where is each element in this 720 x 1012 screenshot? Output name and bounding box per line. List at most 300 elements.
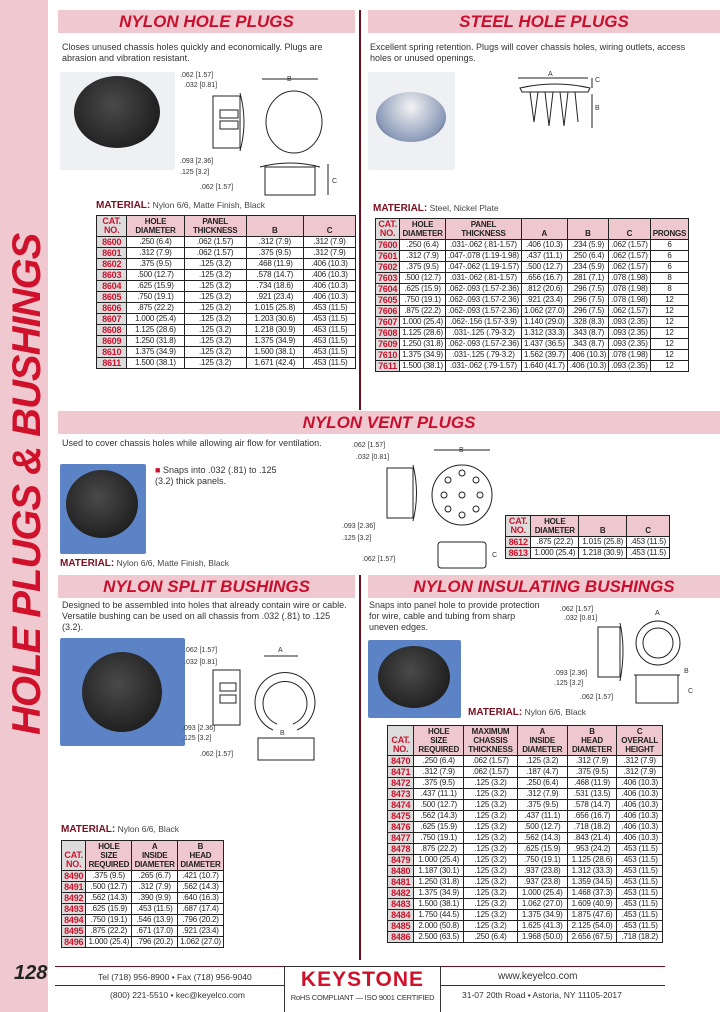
table-cell: .125 (3.2): [464, 822, 518, 833]
table-cell: .234 (5.9): [567, 240, 609, 251]
catalog-number: 8608: [97, 325, 127, 336]
column-header: CAT. NO.: [97, 216, 127, 237]
table-cell: .453 (11.5): [303, 336, 355, 347]
table-cell: .375 (9.5): [567, 767, 617, 778]
table-cell: .062 (1.57): [184, 248, 246, 259]
table-cell: 1.375 (34.9): [400, 350, 446, 361]
table-cell: .125 (3.2): [184, 336, 246, 347]
table-cell: 1.000 (25.4): [400, 317, 446, 328]
column-header: A INSIDE DIAMETER: [517, 726, 567, 756]
table-row: [388, 910, 663, 921]
table-row: [376, 306, 689, 317]
dim-label: .093 [2.36]: [182, 725, 216, 732]
table-row: [388, 844, 663, 855]
column-header: PRONGS: [650, 219, 688, 240]
table-row: [506, 537, 670, 548]
table-cell: .328 (8.3): [567, 317, 609, 328]
table-row: [97, 292, 356, 303]
table-cell: .125 (3.2): [464, 800, 518, 811]
catalog-number: 8610: [97, 347, 127, 358]
vent-plug-diagram: [342, 435, 502, 570]
table-row: [388, 855, 663, 866]
table-cell: .562 (14.3): [177, 882, 223, 893]
table-cell: 12: [650, 295, 688, 306]
catalog-number: 7605: [376, 295, 400, 306]
catalog-number: 8601: [97, 248, 127, 259]
table-cell: .750 (19.1): [414, 833, 464, 844]
insulating-bushings-table: [387, 725, 663, 943]
column-header: B: [567, 219, 609, 240]
table-cell: .750 (19.1): [517, 855, 567, 866]
material-label: MATERIAL:: [468, 707, 523, 718]
dim-label: .093 [2.36]: [180, 158, 214, 165]
catalog-number: 8481: [388, 877, 414, 888]
table-cell: .437 (11.1): [414, 789, 464, 800]
section-title-nylon-vent-plugs: NYLON VENT PLUGS: [58, 411, 720, 434]
steel-plugs-description: Excellent spring retention. Plugs will cover chassis holes, wiring outlets, access holes or unused openings.: [370, 42, 686, 63]
table-cell: 1.125 (28.6): [567, 855, 617, 866]
footer-website[interactable]: www.keyelco.com: [498, 971, 578, 982]
catalog-number: 7608: [376, 328, 400, 339]
table-cell: .453 (11.5): [627, 537, 670, 548]
table-cell: .578 (14.7): [246, 270, 303, 281]
table-cell: .031-.062 (.79-1.57): [445, 361, 521, 372]
table-cell: .125 (3.2): [464, 866, 518, 877]
table-cell: .953 (24.2): [567, 844, 617, 855]
catalog-number: 8605: [97, 292, 127, 303]
table-cell: .453 (11.5): [132, 904, 177, 915]
table-cell: 1.375 (34.9): [517, 910, 567, 921]
table-cell: .625 (15.9): [127, 281, 184, 292]
table-row: [97, 336, 356, 347]
table-cell: .250 (6.4): [464, 932, 518, 943]
table-cell: .187 (4.7): [517, 767, 567, 778]
table-cell: .875 (22.2): [400, 306, 446, 317]
table-cell: .453 (11.5): [303, 325, 355, 336]
table-cell: .062 (1.57): [609, 251, 651, 262]
table-cell: 1.062 (27.0): [521, 306, 567, 317]
table-cell: 6: [650, 262, 688, 273]
table-cell: 1.968 (50.0): [517, 932, 567, 943]
table-cell: 1.468 (37.3): [567, 888, 617, 899]
table-cell: .062 (1.57): [184, 237, 246, 248]
table-row: [506, 548, 670, 559]
table-cell: .406 (10.3): [617, 800, 663, 811]
table-cell: .312 (7.9): [617, 767, 663, 778]
table-cell: .468 (11.9): [246, 259, 303, 270]
table-cell: 1.125 (28.6): [127, 325, 184, 336]
split-bushings-material: [61, 824, 179, 835]
table-cell: .312 (7.9): [127, 248, 184, 259]
table-cell: .625 (15.9): [517, 844, 567, 855]
table-cell: .078 (1.98): [609, 284, 651, 295]
table-header-row: [376, 219, 689, 240]
table-cell: 1.500 (38.1): [127, 358, 184, 369]
table-cell: .656 (16.7): [567, 811, 617, 822]
table-cell: 1.000 (25.4): [517, 888, 567, 899]
table-row: [62, 926, 224, 937]
insulating-bushing-diagram: [550, 595, 720, 705]
catalog-number: 8472: [388, 778, 414, 789]
catalog-number: 8479: [388, 855, 414, 866]
table-cell: .281 (7.1): [567, 273, 609, 284]
table-cell: .750 (19.1): [127, 292, 184, 303]
table-cell: .125 (3.2): [464, 899, 518, 910]
catalog-number: 8494: [62, 915, 86, 926]
brand-name: KEYSTONE: [300, 968, 425, 991]
material-label: MATERIAL:: [96, 200, 151, 211]
catalog-number: 8613: [506, 548, 531, 559]
table-row: [97, 248, 356, 259]
table-row: [388, 866, 663, 877]
table-cell: .093 (2.35): [609, 317, 651, 328]
table-row: [388, 833, 663, 844]
bullet-icon: ■: [155, 465, 161, 475]
table-cell: .375 (9.5): [400, 262, 446, 273]
table-cell: .875 (22.2): [531, 537, 579, 548]
dim-label: .093 [2.36]: [554, 670, 588, 677]
table-cell: 1.375 (34.9): [127, 347, 184, 358]
table-cell: .062-.093 (1.57-2.36): [445, 284, 521, 295]
dim-label: .062 [1.57]: [580, 694, 614, 701]
table-header-row: [62, 841, 224, 871]
table-cell: .796 (20.2): [177, 915, 223, 926]
column-header: CAT. NO.: [376, 219, 400, 240]
table-row: [97, 270, 356, 281]
catalog-number: 8470: [388, 756, 414, 767]
table-row: [97, 314, 356, 325]
table-cell: .671 (17.0): [132, 926, 177, 937]
table-cell: .375 (9.5): [517, 800, 567, 811]
dim-label: A: [655, 610, 660, 617]
table-cell: .453 (11.5): [627, 548, 670, 559]
column-divider: [359, 575, 361, 960]
table-cell: .562 (14.3): [517, 833, 567, 844]
table-row: [62, 871, 224, 882]
table-cell: 1.312 (33.3): [567, 866, 617, 877]
table-cell: .406 (10.3): [521, 240, 567, 251]
table-cell: .625 (15.9): [400, 284, 446, 295]
table-cell: .250 (6.4): [414, 756, 464, 767]
table-cell: .125 (3.2): [464, 811, 518, 822]
dim-label: B: [684, 668, 689, 675]
catalog-number: 8475: [388, 811, 414, 822]
table-cell: .375 (9.5): [86, 871, 132, 882]
column-header: HOLE DIAMETER: [531, 516, 579, 537]
material-value: Nylon 6/6, Black: [524, 707, 587, 717]
table-row: [388, 789, 663, 800]
split-bushings-description: Designed to be assembled into holes that already contain wire or cable. Versatile bushing can be used on all chassis from .032 (.81) to .125 (3.2).: [62, 600, 347, 632]
material-label: MATERIAL:: [60, 558, 115, 569]
table-cell: .312 (7.9): [303, 248, 355, 259]
column-header: B HEAD DIAMETER: [567, 726, 617, 756]
catalog-number: 8611: [97, 358, 127, 369]
dim-label: C: [492, 552, 498, 559]
table-cell: 1.000 (25.4): [86, 937, 132, 948]
certifications: RoHS COMPLIANT — ISO 9001 CERTIFIED: [290, 993, 435, 1002]
material-value: Nylon 6/6, Black: [117, 824, 180, 834]
material-label: MATERIAL:: [61, 824, 116, 835]
table-cell: .125 (3.2): [464, 888, 518, 899]
table-cell: .406 (10.3): [303, 259, 355, 270]
table-cell: .406 (10.3): [617, 778, 663, 789]
catalog-number: 8607: [97, 314, 127, 325]
catalog-number: 7602: [376, 262, 400, 273]
catalog-number: 7611: [376, 361, 400, 372]
table-cell: .453 (11.5): [617, 899, 663, 910]
table-cell: .125 (3.2): [464, 833, 518, 844]
page-number: 128: [14, 962, 48, 984]
catalog-number: 8604: [97, 281, 127, 292]
table-cell: .453 (11.5): [617, 877, 663, 888]
table-row: [376, 273, 689, 284]
table-cell: .125 (3.2): [184, 292, 246, 303]
table-cell: .500 (12.7): [517, 822, 567, 833]
table-cell: 1.875 (47.6): [567, 910, 617, 921]
vent-plugs-material: [60, 558, 229, 569]
dim-label: B: [459, 447, 464, 454]
table-row: [376, 317, 689, 328]
column-header: C: [627, 516, 670, 537]
bullet-text: Snaps into .032 (.81) to .125 (3.2) thick panels.: [155, 465, 277, 486]
insulating-bushings-material: [468, 707, 586, 718]
table-cell: .718 (18.2): [617, 932, 663, 943]
table-cell: .546 (13.9): [132, 915, 177, 926]
table-cell: .125 (3.2): [464, 789, 518, 800]
material-value: Nylon 6/6, Matte Finish, Black: [152, 200, 266, 210]
table-cell: .250 (6.4): [567, 251, 609, 262]
catalog-number: 8602: [97, 259, 127, 270]
dim-label: A: [548, 71, 553, 78]
section-title-nylon-split-bushings: NYLON SPLIT BUSHINGS: [58, 575, 355, 598]
table-row: [376, 339, 689, 350]
table-cell: .125 (3.2): [184, 281, 246, 292]
table-cell: 1.375 (34.9): [414, 888, 464, 899]
table-cell: 1.140 (29.0): [521, 317, 567, 328]
table-cell: .875 (22.2): [414, 844, 464, 855]
table-cell: 12: [650, 350, 688, 361]
table-cell: .125 (3.2): [464, 921, 518, 932]
catalog-number: 8493: [62, 904, 86, 915]
table-cell: .078 (1.98): [609, 350, 651, 361]
catalog-number: 8474: [388, 800, 414, 811]
insulating-bushing-photo: [368, 640, 461, 718]
table-header-row: [388, 726, 663, 756]
split-bushing-diagram: [180, 638, 360, 763]
table-cell: .500 (12.7): [86, 882, 132, 893]
table-cell: .312 (7.9): [400, 251, 446, 262]
table-row: [376, 350, 689, 361]
dim-label: .062 [1.57]: [180, 72, 214, 79]
table-row: [376, 295, 689, 306]
table-cell: .031-.062 (.81-1.57): [445, 240, 521, 251]
table-cell: .062-.093 (1.57-2.36): [445, 306, 521, 317]
table-cell: .406 (10.3): [617, 833, 663, 844]
table-cell: .937 (23.8): [517, 877, 567, 888]
table-cell: .406 (10.3): [617, 822, 663, 833]
table-cell: 12: [650, 361, 688, 372]
table-row: [388, 800, 663, 811]
steel-plug-photo: [368, 72, 455, 170]
table-cell: .375 (9.5): [127, 259, 184, 270]
table-cell: .125 (3.2): [464, 855, 518, 866]
catalog-number: 7600: [376, 240, 400, 251]
table-cell: .250 (6.4): [517, 778, 567, 789]
steel-plug-diagram: [500, 68, 620, 138]
catalog-number: 8484: [388, 910, 414, 921]
catalog-number: 8478: [388, 844, 414, 855]
table-cell: 1.359 (34.5): [567, 877, 617, 888]
nylon-plugs-material: [96, 200, 265, 211]
catalog-number: 8612: [506, 537, 531, 548]
table-cell: .750 (19.1): [86, 915, 132, 926]
table-cell: .312 (7.9): [617, 756, 663, 767]
catalog-number: 8485: [388, 921, 414, 932]
table-cell: 1.000 (25.4): [127, 314, 184, 325]
table-cell: 1.062 (27.0): [177, 937, 223, 948]
table-cell: .921 (23.4): [177, 926, 223, 937]
table-cell: .343 (8.7): [567, 328, 609, 339]
table-cell: .062 (1.57): [609, 306, 651, 317]
table-cell: .718 (18.2): [567, 822, 617, 833]
column-header: PANEL THICKNESS: [184, 216, 246, 237]
dim-label: .125 [3.2]: [182, 735, 212, 742]
table-cell: 1.000 (25.4): [531, 548, 579, 559]
catalog-number: 8609: [97, 336, 127, 347]
table-cell: .531 (13.5): [567, 789, 617, 800]
section-title-nylon-insulating-bushings: NYLON INSULATING BUSHINGS: [368, 575, 720, 598]
table-cell: .453 (11.5): [617, 844, 663, 855]
table-cell: .312 (7.9): [132, 882, 177, 893]
table-cell: .390 (9.9): [132, 893, 177, 904]
table-cell: .125 (3.2): [184, 325, 246, 336]
material-value: Nylon 6/6, Matte Finish, Black: [116, 558, 230, 568]
table-cell: .078 (1.98): [609, 295, 651, 306]
material-value: Steel, Nickel Plate: [429, 203, 499, 213]
vent-plug-photo: [60, 464, 146, 554]
table-cell: .562 (14.3): [414, 811, 464, 822]
table-row: [62, 915, 224, 926]
table-row: [388, 921, 663, 932]
catalog-number: 7609: [376, 339, 400, 350]
table-cell: .812 (20.6): [521, 284, 567, 295]
footer-phone-fax: Tel (718) 956-8900 • Fax (718) 956-9040: [98, 972, 252, 982]
vent-plugs-bullet: [155, 465, 280, 487]
column-header: CAT. NO.: [62, 841, 86, 871]
section-title-nylon-hole-plugs: NYLON HOLE PLUGS: [58, 10, 355, 33]
table-cell: .406 (10.3): [617, 811, 663, 822]
table-cell: .062 (1.57): [609, 240, 651, 251]
steel-plugs-material: [373, 203, 499, 214]
table-cell: 2.656 (67.5): [567, 932, 617, 943]
table-cell: .843 (21.4): [567, 833, 617, 844]
table-cell: 1.640 (41.7): [521, 361, 567, 372]
dim-label: C: [688, 688, 694, 695]
column-header: A: [521, 219, 567, 240]
column-header: C: [609, 219, 651, 240]
column-header: PANEL THICKNESS: [445, 219, 521, 240]
table-cell: .406 (10.3): [303, 292, 355, 303]
catalog-number: 7610: [376, 350, 400, 361]
table-cell: .296 (7.5): [567, 284, 609, 295]
column-header: B: [579, 516, 627, 537]
table-cell: 1.562 (39.7): [521, 350, 567, 361]
column-header: C OVERALL HEIGHT: [617, 726, 663, 756]
table-cell: 1.312 (33.3): [521, 328, 567, 339]
table-cell: .062 (1.57): [609, 262, 651, 273]
table-cell: .343 (8.7): [567, 339, 609, 350]
table-row: [62, 893, 224, 904]
catalog-number: 8600: [97, 237, 127, 248]
table-row: [388, 888, 663, 899]
table-cell: .062-.093 (1.57-2.36): [445, 295, 521, 306]
table-cell: 1.062 (27.0): [517, 899, 567, 910]
table-cell: 2.125 (54.0): [567, 921, 617, 932]
column-header: HOLE SIZE REQUIRED: [86, 841, 132, 871]
catalog-number: 7606: [376, 306, 400, 317]
table-cell: .453 (11.5): [617, 866, 663, 877]
nylon-hole-plugs-table: [96, 215, 356, 369]
table-cell: 1.625 (41.3): [517, 921, 567, 932]
table-row: [97, 281, 356, 292]
table-cell: .047-.078 (1.19-1.98): [445, 251, 521, 262]
dim-label: .032 [0.81]: [184, 82, 218, 89]
table-cell: .437 (11.1): [521, 251, 567, 262]
column-header: HOLE SIZE REQUIRED: [414, 726, 464, 756]
table-cell: 1.015 (25.8): [579, 537, 627, 548]
table-cell: .234 (5.9): [567, 262, 609, 273]
column-header: HOLE DIAMETER: [400, 219, 446, 240]
column-header: A INSIDE DIAMETER: [132, 841, 177, 871]
table-cell: 1.250 (31.8): [414, 877, 464, 888]
dim-label: .125 [3.2]: [342, 535, 372, 542]
table-cell: 1.500 (38.1): [246, 347, 303, 358]
table-cell: .406 (10.3): [617, 789, 663, 800]
table-cell: .453 (11.5): [617, 855, 663, 866]
table-row: [376, 262, 689, 273]
table-header-row: [506, 516, 670, 537]
dim-label: .125 [3.2]: [554, 680, 584, 687]
table-cell: .250 (6.4): [400, 240, 446, 251]
table-row: [97, 259, 356, 270]
dim-label: .062 [1.57]: [362, 556, 396, 563]
table-cell: .093 (2.35): [609, 328, 651, 339]
table-cell: .500 (12.7): [127, 270, 184, 281]
table-cell: .453 (11.5): [303, 314, 355, 325]
table-cell: .312 (7.9): [567, 756, 617, 767]
catalog-number: 8490: [62, 871, 86, 882]
table-cell: .875 (22.2): [127, 303, 184, 314]
table-cell: .031-.125 (.79-3.2): [445, 328, 521, 339]
table-row: [388, 932, 663, 943]
catalog-number: 8492: [62, 893, 86, 904]
footer-tollfree-email: (800) 221-5510 • kec@keyelco.com: [110, 990, 245, 1000]
table-cell: .750 (19.1): [400, 295, 446, 306]
table-cell: .296 (7.5): [567, 306, 609, 317]
table-cell: 1.218 (30.9): [579, 548, 627, 559]
table-cell: 12: [650, 328, 688, 339]
table-cell: .078 (1.98): [609, 273, 651, 284]
table-cell: .125 (3.2): [184, 270, 246, 281]
catalog-number: 8473: [388, 789, 414, 800]
table-cell: 1.015 (25.8): [246, 303, 303, 314]
table-cell: .125 (3.2): [464, 778, 518, 789]
table-cell: .437 (11.1): [517, 811, 567, 822]
table-cell: .640 (16.3): [177, 893, 223, 904]
table-cell: 1.750 (44.5): [414, 910, 464, 921]
table-cell: .250 (6.4): [127, 237, 184, 248]
table-cell: .062-.093 (1.57-2.36): [445, 339, 521, 350]
